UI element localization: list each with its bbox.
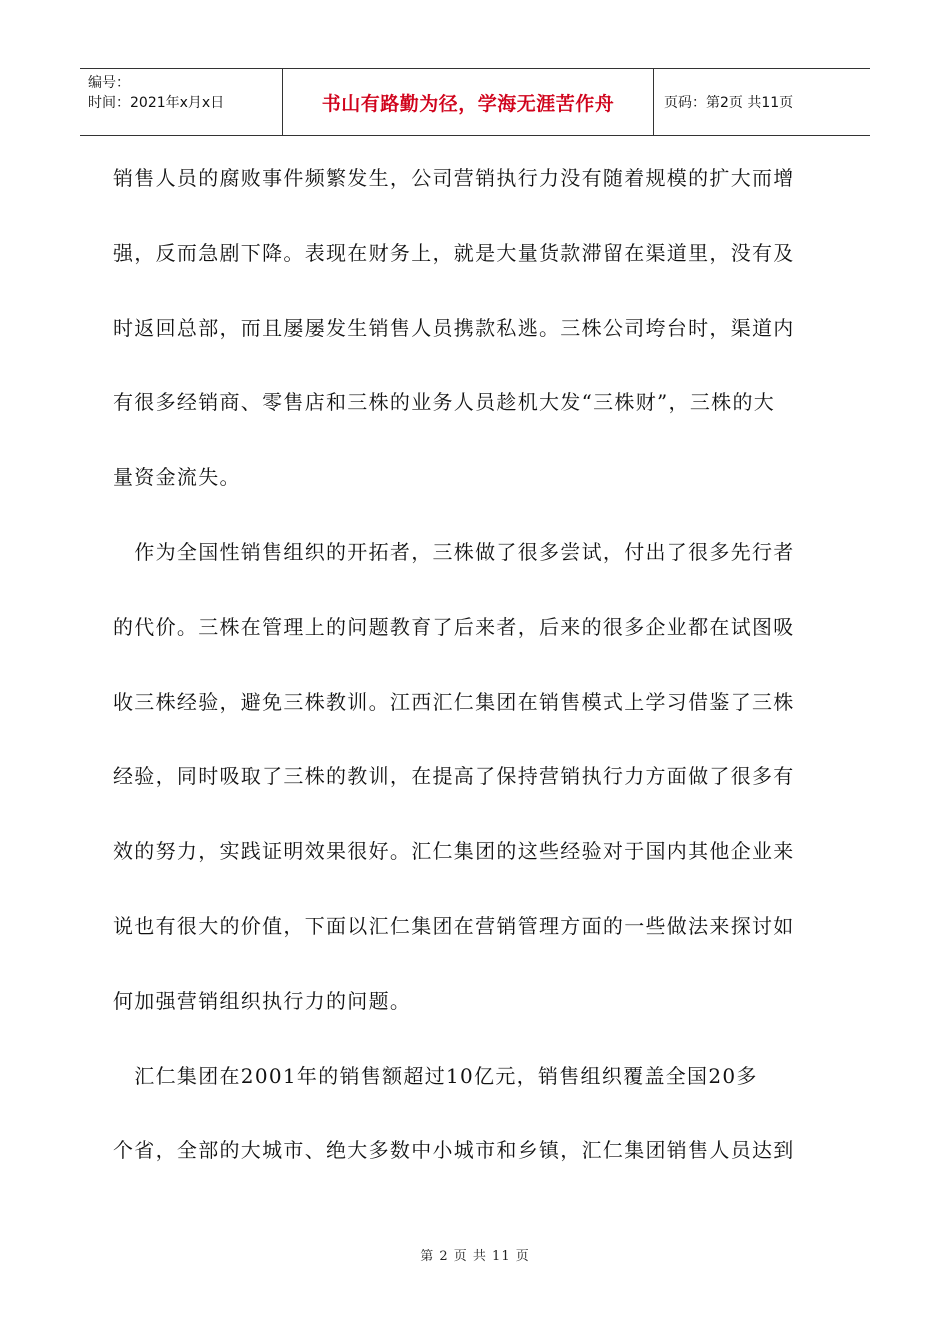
page-footer: 第 2 页 共 11 页 — [420, 1249, 530, 1264]
body-line: 个省，全部的大城市、绝大多数中小城市和乡镇，汇仁集团销售人员达到 — [113, 1138, 795, 1163]
body-line: 有很多经销商、零售店和三株的业务人员趁机大发“三株财”，三株的大 — [113, 390, 776, 415]
body-line: 说也有很大的价值，下面以汇仁集团在营销管理方面的一些做法来探讨如 — [113, 913, 795, 938]
body-line: 何加强营销组织执行力的问题。 — [113, 988, 412, 1013]
document-header — [80, 68, 870, 136]
body-line: 强，反而急剧下降。表现在财务上，就是大量货款滞留在渠道里，没有及 — [113, 240, 795, 265]
body-line: 时返回总部，而且屡屡发生销售人员携款私逃。三株公司垮台时，渠道内 — [113, 315, 795, 340]
body-line: 的代价。三株在管理上的问题教育了后来者，后来的很多企业都在试图吸 — [113, 614, 795, 639]
body-line: 销售人员的腐败事件频繁发生，公司营销执行力没有随着规模的扩大而增 — [113, 166, 795, 190]
body-line: 经验，同时吸取了三株的教训，在提高了保持营销执行力方面做了很多有 — [113, 764, 795, 789]
document-body — [113, 160, 833, 1207]
body-line: 作为全国性销售组织的开拓者，三株做了很多尝试，付出了很多先行者 — [113, 539, 795, 564]
body-line: 收三株经验，避免三株教训。江西汇仁集团在销售模式上学习借鉴了三株 — [113, 689, 795, 714]
body-line: 效的努力，实践证明效果很好。汇仁集团的这些经验对于国内其他企业来 — [113, 839, 795, 864]
body-line: 汇仁集团在2001年的销售额超过10亿元，销售组织覆盖全国20多 — [113, 1063, 758, 1088]
header-motto: 书山有路勤为径，学海无涯苦作舟 — [282, 69, 654, 135]
header-meta — [80, 69, 282, 135]
body-line: 量资金流失。 — [113, 465, 241, 490]
header-page-info: 页码：第2页 共11页 — [664, 95, 794, 111]
document-time-label: 时间：2021年x月x日 — [88, 95, 225, 111]
document-number-label: 编号： — [88, 75, 130, 91]
